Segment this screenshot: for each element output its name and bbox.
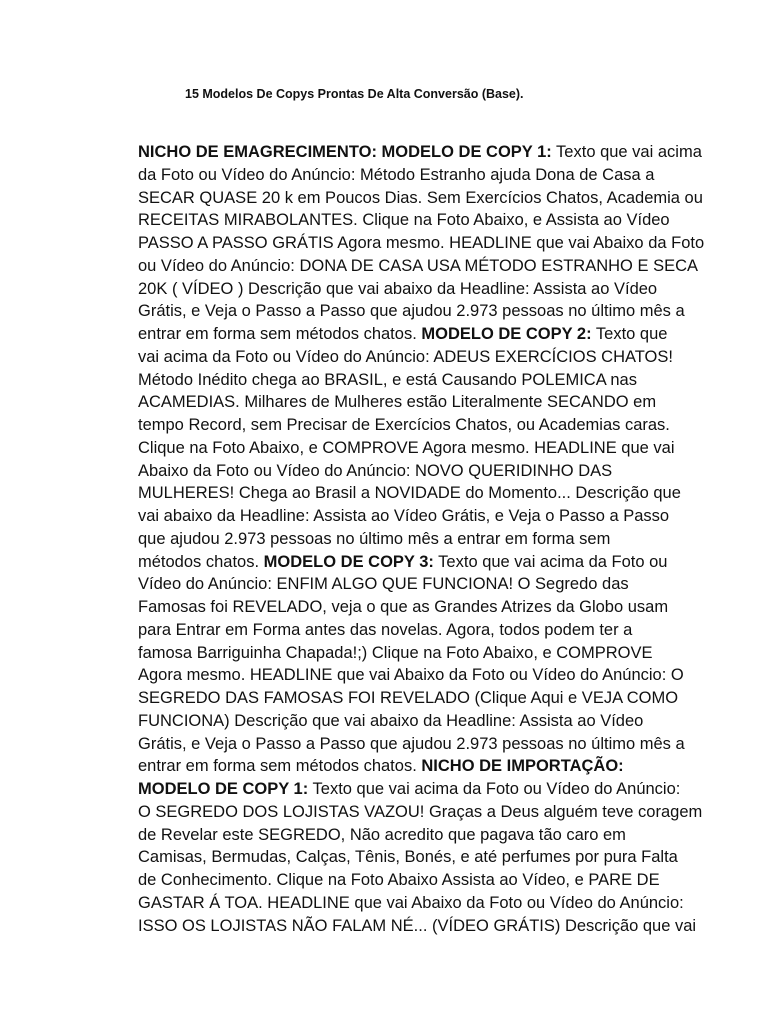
- text-segment: FUNCIONA) Descrição que vai abaixo da Headline: Assista ao Vídeo: [138, 711, 644, 730]
- text-line: [138, 460, 678, 483]
- text-line: [138, 824, 678, 847]
- text-segment: RECEITAS MIRABOLANTES. Clique na Foto Abaixo, e Assista ao Vídeo: [138, 211, 670, 230]
- text-line: [138, 437, 678, 460]
- text-segment: SEGREDO DAS FAMOSAS FOI REVELADO (Clique Aqui e VEJA COMO: [138, 689, 679, 707]
- text-line: [138, 846, 678, 869]
- text-segment: que ajudou 2.973 pessoas no último mês a entrar em forma sem: [138, 529, 611, 548]
- text-segment: entrar em forma sem métodos chatos.: [138, 757, 422, 776]
- text-segment: de Revelar este SEGREDO, Não acredito que pagava tão caro em: [138, 825, 626, 844]
- text-line: [138, 687, 678, 710]
- text-line: [138, 664, 684, 687]
- bold-heading-segment: MODELO DE COPY 2:: [421, 325, 592, 343]
- text-segment: Camisas, Bermudas, Calças, Tênis, Bonés, e até perfumes por pura Falta: [138, 848, 678, 867]
- text-line: [138, 869, 678, 892]
- text-line: [138, 187, 703, 210]
- document-body: [138, 141, 705, 937]
- text-line: [138, 596, 678, 619]
- text-line: [138, 710, 678, 733]
- text-line: [138, 209, 678, 232]
- text-segment: Texto que vai acima: [551, 143, 702, 161]
- text-line: [138, 619, 678, 642]
- bold-heading-segment: MODELO DE COPY 3:: [263, 552, 434, 571]
- text-line: [138, 642, 678, 665]
- text-line: [138, 323, 678, 346]
- text-segment: Vídeo do Anúncio: ENFIM ALGO QUE FUNCIONA! O Segredo das: [138, 575, 629, 594]
- text-segment: Agora mesmo. HEADLINE que vai Abaixo da Foto ou Vídeo do Anúncio: O: [138, 666, 684, 685]
- text-line: [138, 733, 685, 756]
- text-segment: SECAR QUASE 20 k em Poucos Dias. Sem Exercícios Chatos, Academia ou: [138, 188, 703, 207]
- text-segment: O SEGREDO DOS LOJISTAS VAZOU! Graças a Deus alguém teve coragem: [138, 802, 703, 821]
- document-title: 15 Modelos De Copys Prontas De Alta Conversão (Base).: [185, 87, 524, 101]
- text-segment: Método Inédito chega ao BRASIL, e está Causando POLEMICA nas: [138, 370, 637, 389]
- text-segment: vai acima da Foto ou Vídeo do Anúncio: ADEUS EXERCÍCIOS CHATOS!: [138, 347, 673, 366]
- text-segment: GASTAR Á TOA. HEADLINE que vai Abaixo da Foto ou Vídeo do Anúncio:: [138, 893, 684, 912]
- text-line: [138, 892, 684, 915]
- text-segment: tempo Record, sem Precisar de Exercícios Chatos, ou Academias caras.: [138, 416, 670, 434]
- text-line: [138, 164, 678, 187]
- text-segment: Grátis, e Veja o Passo a Passo que ajudou 2.973 pessoas no último mês a: [138, 734, 685, 753]
- text-line: [138, 391, 678, 414]
- text-line: [138, 573, 678, 596]
- bold-heading-segment: NICHO DE IMPORTAÇÃO:: [421, 757, 624, 776]
- text-segment: métodos chatos.: [138, 552, 264, 571]
- text-segment: entrar em forma sem métodos chatos.: [138, 325, 422, 343]
- text-segment: da Foto ou Vídeo do Anúncio: Método Estranho ajuda Dona de Casa a: [138, 165, 655, 184]
- text-segment: Famosas foi REVELADO, veja o que as Grandes Atrizes da Globo usam: [138, 598, 669, 616]
- text-line: [138, 801, 703, 824]
- text-segment: Texto que vai acima da Foto ou Vídeo do Anúncio:: [308, 780, 681, 798]
- text-segment: de Conhecimento. Clique na Foto Abaixo Assista ao Vídeo, e PARE DE: [138, 871, 660, 889]
- text-line: [138, 482, 681, 505]
- text-line: [138, 505, 678, 528]
- text-line: [138, 255, 699, 278]
- text-segment: MULHERES! Chega ao Brasil a NOVIDADE do Momento... Descrição que: [138, 484, 681, 503]
- text-segment: ACAMEDIAS. Milhares de Mulheres estão Literalmente SECANDO em: [138, 393, 657, 412]
- bold-heading-segment: NICHO DE EMAGRECIMENTO: MODELO DE COPY 1:: [138, 143, 552, 161]
- text-line: [138, 414, 678, 437]
- text-line: [138, 141, 702, 164]
- text-line: [138, 278, 678, 301]
- bold-heading-segment: MODELO DE COPY 1:: [138, 780, 309, 798]
- text-line: [138, 346, 678, 369]
- text-segment: ou Vídeo do Anúncio: DONA DE CASA USA MÉTODO ESTRANHO E SECA: [138, 256, 699, 275]
- text-line: [138, 232, 705, 255]
- text-segment: PASSO A PASSO GRÁTIS Agora mesmo. HEADLINE que vai Abaixo da Foto: [138, 234, 705, 252]
- text-line: [138, 778, 681, 801]
- text-segment: 20K ( VÍDEO ) Descrição que vai abaixo da Headline: Assista ao Vídeo: [138, 279, 658, 298]
- text-segment: Clique na Foto Abaixo, e COMPROVE Agora mesmo. HEADLINE que vai: [138, 438, 675, 457]
- text-segment: Abaixo da Foto ou Vídeo do Anúncio: NOVO QUERIDINHO DAS: [138, 461, 613, 480]
- text-segment: Texto que vai acima da Foto ou: [433, 552, 668, 571]
- text-segment: famosa Barriguinha Chapada!;) Clique na Foto Abaixo, e COMPROVE: [138, 643, 653, 662]
- text-segment: Texto que: [591, 325, 668, 343]
- text-line: [138, 915, 697, 938]
- text-line: [138, 528, 678, 551]
- text-segment: ISSO OS LOJISTAS NÃO FALAM NÉ... (VÍDEO GRÁTIS) Descrição que vai: [138, 916, 697, 935]
- text-segment: vai abaixo da Headline: Assista ao Vídeo Grátis, e Veja o Passo a Passo: [138, 507, 670, 525]
- text-segment: para Entrar em Forma antes das novelas. Agora, todos podem ter a: [138, 620, 633, 639]
- text-segment: Grátis, e Veja o Passo a Passo que ajudou 2.973 pessoas no último mês a: [138, 302, 685, 321]
- text-line: [138, 755, 678, 778]
- text-line: [138, 551, 678, 574]
- text-line: [138, 369, 678, 392]
- text-line: [138, 300, 685, 323]
